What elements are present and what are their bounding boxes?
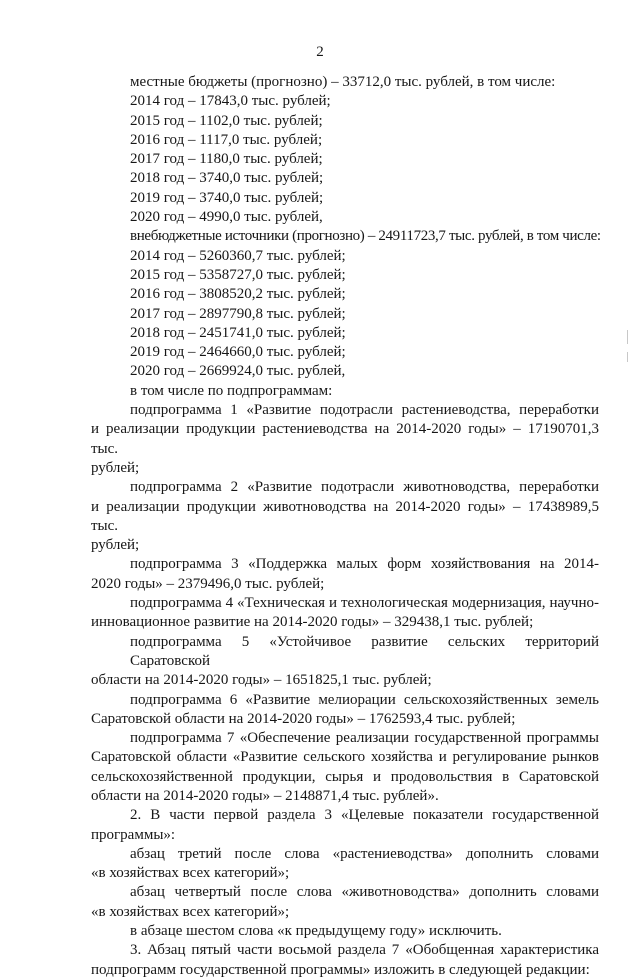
text-line-item-2: 2. В части первой раздела 3 «Целевые показатели государственной <box>130 807 599 824</box>
text-line-item-3-cont: подпрограмм государственной программы» изложить в следующей редакции: <box>91 961 590 978</box>
document-body <box>91 73 599 980</box>
text-line-local-2016: 2016 год – 1117,0 тыс. рублей; <box>130 131 323 148</box>
text-line-local-2014: 2014 год – 17843,0 тыс. рублей; <box>130 93 331 110</box>
scan-artifact-line <box>627 330 628 344</box>
text-line-subprogram-1: подпрограмма 1 «Развитие подотрасли растениеводства, переработки <box>130 402 599 419</box>
text-line-paragraph-fourth: абзац четвертый после слова «животноводства» дополнить словами <box>130 884 599 901</box>
text-line-local-2015: 2015 год – 1102,0 тыс. рублей; <box>130 112 323 129</box>
text-line-subprogram-7: подпрограмма 7 «Обеспечение реализации государственной программы <box>130 730 599 747</box>
text-line-item-2-cont: программы»: <box>91 826 176 843</box>
text-line-subprogram-2-end: рублей; <box>91 537 140 554</box>
text-line-by-subprograms: в том числе по подпрограммам: <box>130 382 333 399</box>
text-line-extrabudget: внебюджетные источники (прогнозно) – 24911723,7 тыс. рублей, в том числе: <box>130 228 601 245</box>
text-line-item-3: 3. Абзац пятый части восьмой раздела 7 «Обобщенная характеристика <box>130 942 599 959</box>
page-number: 2 <box>316 44 324 60</box>
text-line-extra-2016: 2016 год – 3808520,2 тыс. рублей; <box>130 286 346 303</box>
text-line-paragraph-fourth-cont: «в хозяйствах всех категорий»; <box>91 903 290 920</box>
text-line-subprogram-7-cont-2: сельскохозяйственной продукции, сырья и продовольствия в Саратовской <box>91 768 599 785</box>
text-line-subprogram-4-cont: инновационное развитие на 2014-2020 годы» – 329438,1 тыс. рублей; <box>91 614 534 631</box>
text-line-subprogram-5-cont: области на 2014-2020 годы» – 1651825,1 тыс. рублей; <box>91 672 432 689</box>
text-line-paragraph-sixth: в абзаце шестом слова «к предыдущему году» исключить. <box>130 923 502 940</box>
text-line-subprogram-2: подпрограмма 2 «Развитие подотрасли животноводства, переработки <box>130 479 599 496</box>
text-line-extra-2018: 2018 год – 2451741,0 тыс. рублей; <box>130 324 346 341</box>
text-line-local-2019: 2019 год – 3740,0 тыс. рублей; <box>130 189 324 206</box>
text-line-local-budgets: местные бюджеты (прогнозно) – 33712,0 тыс. рублей, в том числе: <box>130 74 556 90</box>
text-line-subprogram-1-cont: и реализации продукции растениеводства на 2014-2020 годы» – 17190701,3 тыс. <box>91 421 599 457</box>
text-line-subprogram-6-cont: Саратовской области на 2014-2020 годы» – 1762593,4 тыс. рублей; <box>91 710 516 727</box>
text-line-extra-2014: 2014 год – 5260360,7 тыс. рублей; <box>130 247 346 264</box>
text-line-subprogram-3: подпрограмма 3 «Поддержка малых форм хозяйствования на 2014- <box>130 556 599 573</box>
text-line-extra-2015: 2015 год – 5358727,0 тыс. рублей; <box>130 266 346 283</box>
text-line-extra-2019: 2019 год – 2464660,0 тыс. рублей; <box>130 344 346 361</box>
text-line-subprogram-5: подпрограмма 5 «Устойчивое развитие сельских территорий Саратовской <box>130 633 599 669</box>
text-line-extra-2017: 2017 год – 2897790,8 тыс. рублей; <box>130 305 346 322</box>
text-line-subprogram-7-cont-1: Саратовской области «Развитие сельского хозяйства и регулирование рынков <box>91 749 599 766</box>
text-line-subprogram-4: подпрограмма 4 «Техническая и технологическая модернизация, научно- <box>130 595 599 612</box>
text-line-paragraph-third: абзац третий после слова «растениеводства» дополнить словами <box>130 845 599 862</box>
text-line-subprogram-6: подпрограмма 6 «Развитие мелиорации сельскохозяйственных земель <box>130 691 599 708</box>
text-line-local-2020: 2020 год – 4990,0 тыс. рублей, <box>130 209 323 226</box>
text-line-extra-2020: 2020 год – 2669924,0 тыс. рублей, <box>130 363 346 380</box>
text-line-local-2017: 2017 год – 1180,0 тыс. рублей; <box>130 151 323 168</box>
scan-artifact-line <box>627 352 628 362</box>
text-line-local-2018: 2018 год – 3740,0 тыс. рублей; <box>130 170 324 187</box>
text-line-subprogram-7-end: области на 2014-2020 годы» – 2148871,4 тыс. рублей». <box>91 787 439 804</box>
text-line-subprogram-1-end: рублей; <box>91 459 140 476</box>
text-line-subprogram-2-cont: и реализации продукции животноводства на 2014-2020 годы» – 17438989,5 тыс. <box>91 498 599 534</box>
text-line-subprogram-3-cont: 2020 годы» – 2379496,0 тыс. рублей; <box>91 575 325 592</box>
text-line-paragraph-third-cont: «в хозяйствах всех категорий»; <box>91 865 290 882</box>
